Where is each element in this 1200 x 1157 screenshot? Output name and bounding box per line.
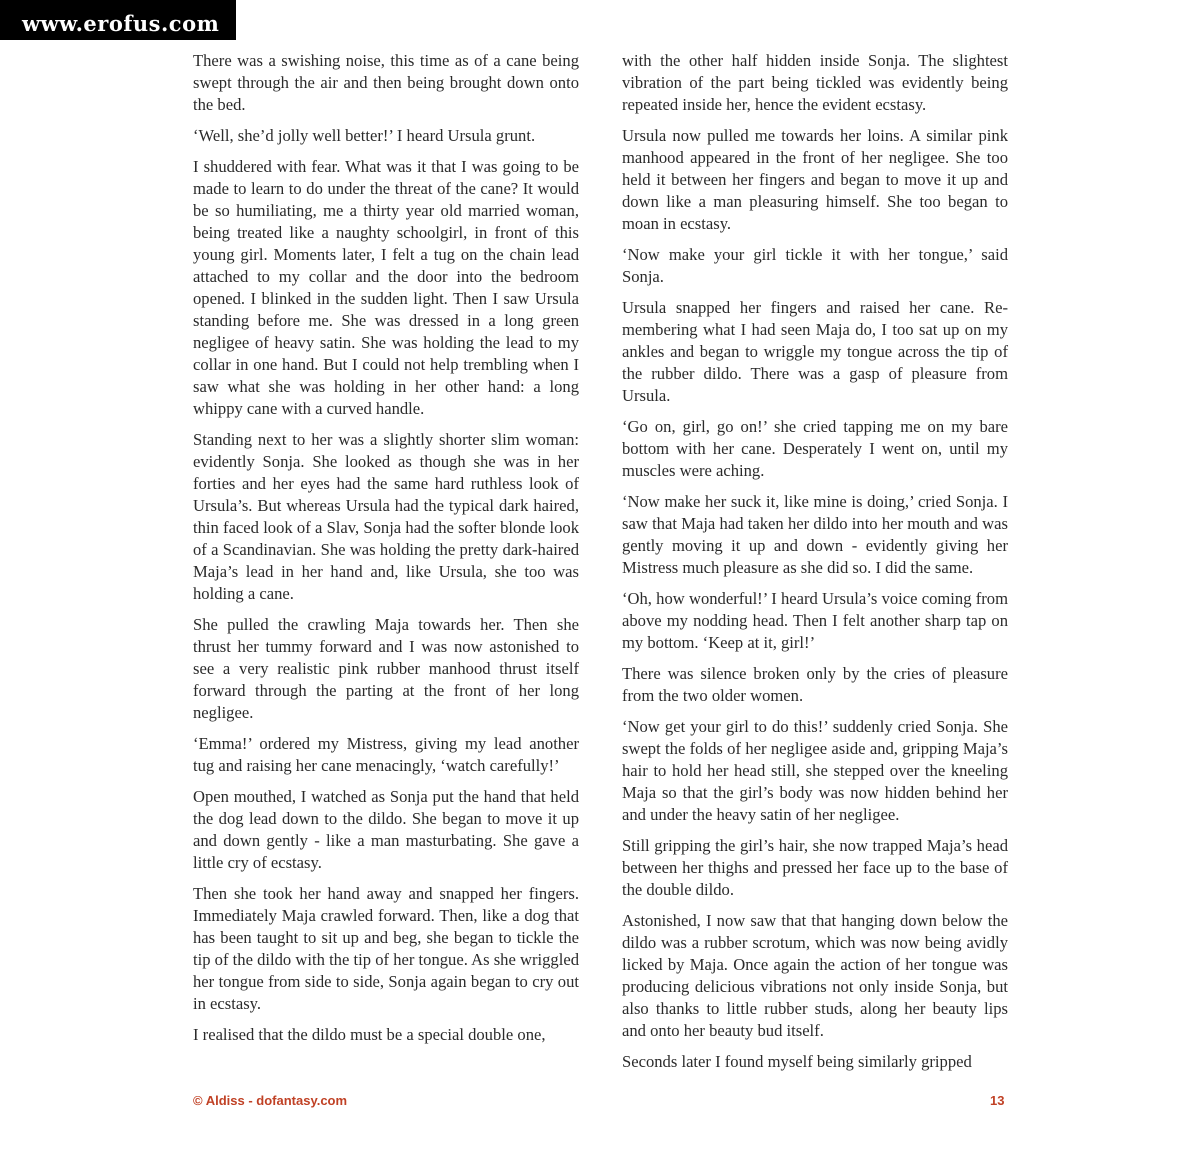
paragraph: with the other half hidden inside Sonja. The slightest vibration of the part being tickled was evidently being repeated inside her, hence the evident ecstasy.	[622, 51, 1008, 114]
paragraph: Standing next to her was a slightly shorter slim woman: evidently Sonja. She looked as though she was in her forties and her eyes had the same hard ruthless look of Ursula’s. But whereas Ursula had the typical dark haired, thin faced look of a Slav, Sonja had the softer blonde look of a Scandinavian. She was holding the pretty dark-haired Maja’s lead in her hand and, like Ursula, she too was holding a cane.	[193, 430, 579, 603]
paragraph: ‘Now get your girl to do this!’ suddenly cried Sonja. She swept the folds of her negligee aside and, gripping Maja’s hair to hold her head still, she stepped over the kneeling Maja so that the girl’s body was now hidden behind her and under the heavy satin of her negligee.	[622, 717, 1008, 824]
paragraph: Open mouthed, I watched as Sonja put the hand that held the dog lead down to the dildo. She began to move it up and down gently - like a man masturbating. She gave a little cry of ecstasy.	[193, 787, 579, 872]
footer-credit: © Aldiss - dofantasy.com	[193, 1093, 348, 1108]
paragraph: Still gripping the girl’s hair, she now trapped Maja’s head between her thighs and pressed her face up to the base of the double dildo.	[622, 836, 1008, 899]
paragraph: Ursula now pulled me towards her loins. A similar pink manhood appeared in the front of her negligee. She too held it between her fingers and began to move it up and down like a man pleasuring himself. She too began to moan in ecstasy.	[622, 126, 1008, 233]
paragraph: She pulled the crawling Maja towards her. Then she thrust her tummy forward and I was now astonished to see a very realistic pink rubber manhood thrust itself forward through the parting at the front of her long negligee.	[193, 615, 579, 722]
watermark-text: www.erofus.com	[22, 11, 220, 36]
site-watermark	[0, 0, 236, 40]
page-number: 13	[990, 1093, 1005, 1108]
paragraph: There was silence broken only by the cries of pleasure from the two older women.	[622, 664, 1008, 705]
paragraph: Seconds later I found myself being similarly gripped	[622, 1052, 972, 1071]
paragraph: ‘Go on, girl, go on!’ she cried tapping me on my bare bottom with her cane. Desperately I went on, until my muscles were aching.	[622, 417, 1008, 480]
paragraph: ‘Now make her suck it, like mine is doing,’ cried Sonja. I saw that Maja had taken her dildo into her mouth and was gently moving it up and down - evidently giving her Mistress much pleasure as she did so. I did the same.	[622, 492, 1008, 577]
paragraph: Ursula snapped her fingers and raised her cane. Remembering what I had seen Maja do, I too sat up on my ankles and began to wriggle my tongue across the tip of the rubber dildo. There was a gasp of pleasure from Ursula.	[622, 298, 1008, 405]
paragraph: I realised that the dildo must be a special double one,	[193, 1025, 546, 1044]
paragraph: ‘Emma!’ ordered my Mistress, giving my lead another tug and raising her cane menacingly, ‘watch carefully!’	[193, 734, 579, 775]
paragraph: ‘Now make your girl tickle it with her tongue,’ said Sonja.	[622, 245, 1008, 286]
left-column	[193, 50, 579, 1055]
paragraph: There was a swishing noise, this time as of a cane being swept through the air and then being brought down onto the bed.	[193, 51, 579, 114]
paragraph: Astonished, I now saw that that hanging down below the dildo was a rubber scrotum, which was now being avidly licked by Maja. Once again the action of her tongue was producing delicious vibrations not only inside Sonja, but also thanks to little rubber studs, along her beauty lips and onto her beauty bud itself.	[622, 911, 1008, 1040]
paragraph: Then she took her hand away and snapped her fingers. Immediately Maja crawled forward. Then, like a dog that has been taught to sit up and beg, she began to tickle the tip of the dildo with the tip of her tongue. As she wriggled her tongue from side to side, Sonja again began to cry out in ecstasy.	[193, 884, 579, 1013]
paragraph: I shuddered with fear. What was it that I was going to be made to learn to do under the threat of the cane? It would be so humiliating, me a thirty year old married woman, being treated like a naughty schoolgirl, in front of this young girl. Moments later, I felt a tug on the chain lead attached to my collar and the door into the bedroom opened. I blinked in the sudden light. Then I saw Ursula standing before me. She was dressed in a long green negligee of heavy satin. She was holding the lead to my collar in one hand. But I could not help trembling when I saw what she was holding in her other hand: a long whippy cane with a curved handle.	[193, 157, 579, 418]
paragraph: ‘Well, she’d jolly well better!’ I heard Ursula grunt.	[193, 126, 536, 145]
paragraph: ‘Oh, how wonderful!’ I heard Ursula’s voice coming from above my nodding head. Then I felt another sharp tap on my bottom. ‘Keep at it, girl!’	[622, 589, 1008, 652]
right-column	[622, 50, 1008, 1082]
